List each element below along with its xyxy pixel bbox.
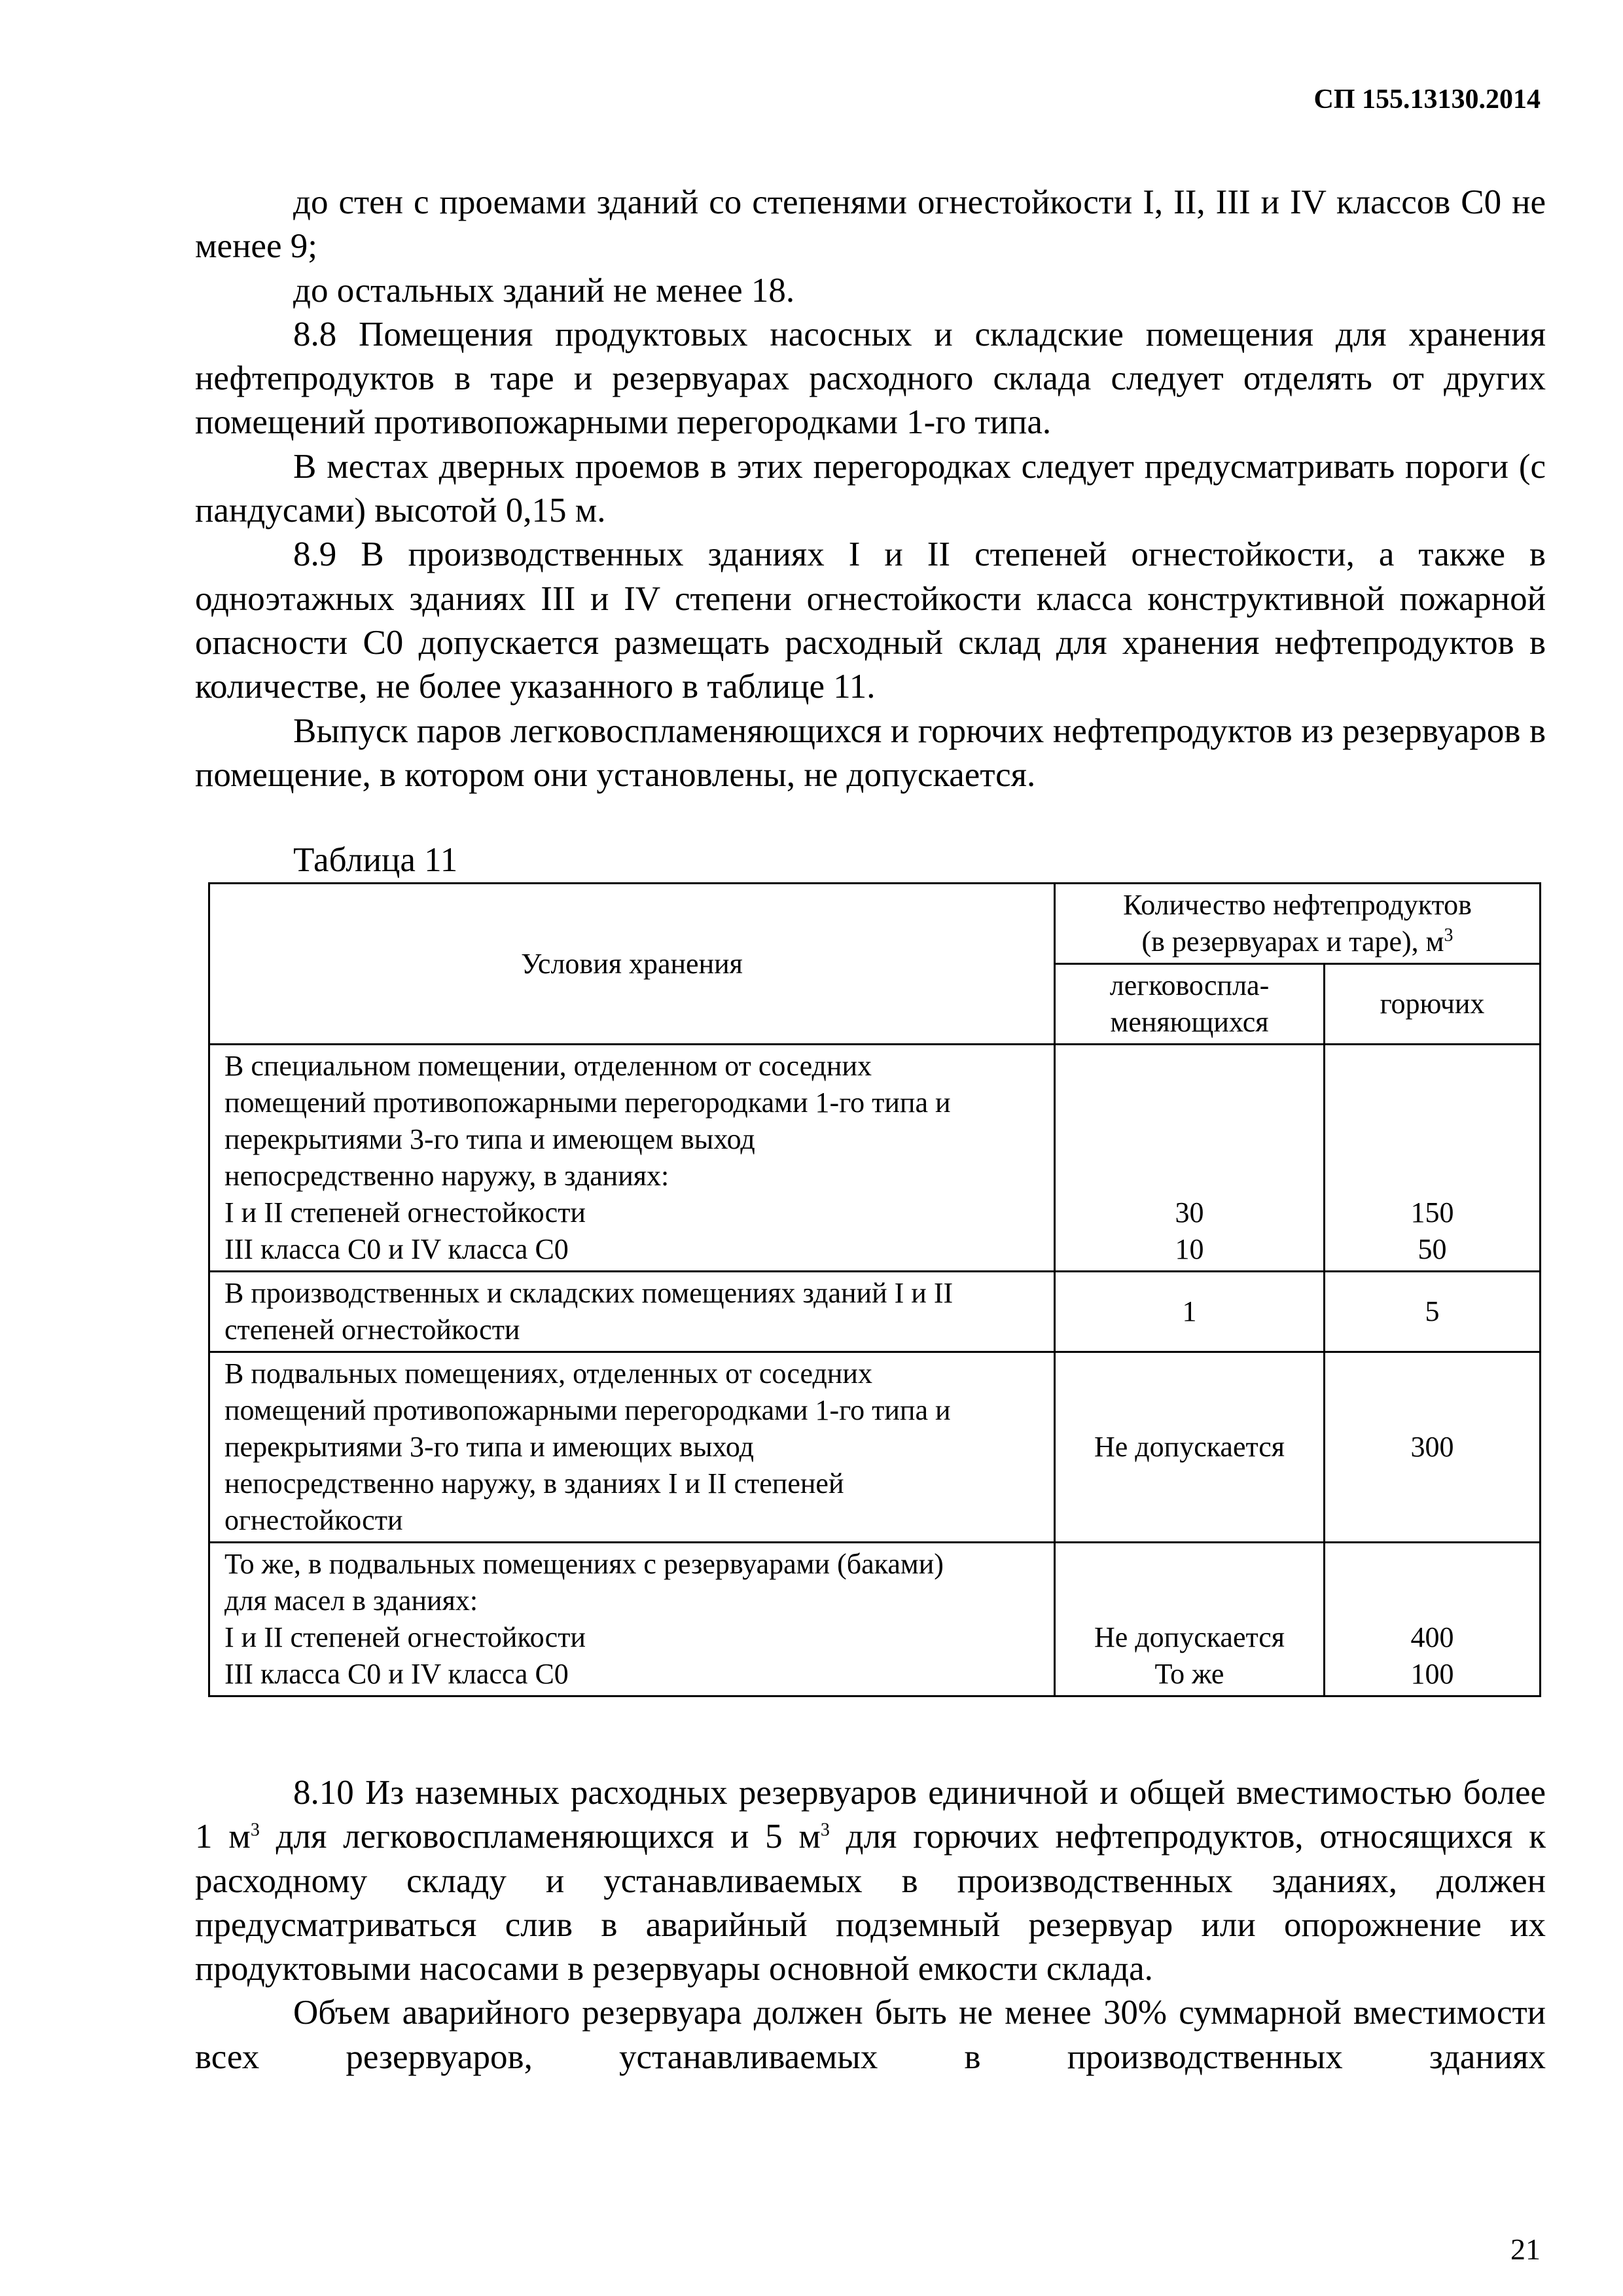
cubic-superscript: 3 (820, 1820, 830, 1840)
value: 50 (1418, 1233, 1447, 1265)
condition-line: помещений противопожарными перегородками 1-го типа и (224, 1086, 951, 1119)
header-combustible: горючих (1325, 964, 1541, 1045)
body-text-top (195, 181, 1546, 797)
value: 10 (1175, 1233, 1204, 1265)
row-flammable-value (1055, 1543, 1325, 1696)
text-run: 8.10 Из наземных расходных резервуаров единичной и общей вместимостью более 1 м (195, 1774, 1546, 1856)
page-number: 21 (1510, 2233, 1541, 2266)
value: 400 (1410, 1621, 1454, 1653)
row-condition (209, 1543, 1055, 1696)
value: 100 (1410, 1658, 1454, 1690)
header-flammable (1055, 964, 1325, 1045)
condition-line: В производственных и складских помещениях зданий I и II (224, 1277, 954, 1309)
condition-line: III класса С0 и IV класса С0 (224, 1658, 569, 1690)
table-row (209, 1352, 1541, 1543)
table-row (209, 1543, 1541, 1696)
paragraph-8-10 (195, 1771, 1546, 1991)
condition-line: огнестойкости (224, 1504, 403, 1536)
condition-line: перекрытиями 3-го типа и имеющих выход (224, 1431, 754, 1463)
header-flammable-line1: легковоспла- (1109, 969, 1270, 1001)
header-flammable-line2: меняющихся (1110, 1006, 1269, 1038)
paragraph: до остальных зданий не менее 18. (293, 271, 795, 310)
paragraph: В местах дверных проемов в этих перегородках следует предусматривать пороги (с пандусами) высотой 0,15 м. (195, 447, 1546, 530)
paragraph: Выпуск паров легковоспламеняющихся и горючих нефтепродуктов из резервуаров в помещение, в котором они установлены, не допускается. (195, 711, 1546, 794)
value: Не допускается (1094, 1621, 1285, 1653)
condition-line: В специальном помещении, отделенном от соседних (224, 1050, 872, 1082)
condition-line: То же, в подвальных помещениях с резервуарами (баками) (224, 1548, 944, 1580)
condition-line: I и II степеней огнестойкости (224, 1621, 586, 1653)
row-combustible-value: 300 (1325, 1352, 1541, 1543)
cubic-superscript: 3 (1444, 925, 1454, 946)
row-flammable-value: Не допускается (1055, 1352, 1325, 1543)
paragraph: Объем аварийного резервуара должен быть не менее 30% суммарной вместимости всех резервуаров, устанавливаемых в производственных зданиях (195, 1994, 1546, 2076)
table-row (209, 1045, 1541, 1272)
condition-line: степеней огнестойкости (224, 1314, 520, 1346)
table-11 (208, 882, 1541, 1697)
table-caption: Таблица 11 (293, 841, 458, 879)
header-quantity-line2: (в резервуарах и таре), м (1141, 925, 1444, 958)
condition-line: перекрытиями 3-го типа и имеющем выход (224, 1123, 755, 1155)
header-quantity-line1: Количество нефтепродуктов (1123, 889, 1472, 921)
row-condition (209, 1352, 1055, 1543)
table-row (209, 1272, 1541, 1352)
paragraph: до стен с проемами зданий со степенями огнестойкости I, II, III и IV классов С0 не менее 9; (195, 183, 1546, 266)
row-combustible-value: 5 (1325, 1272, 1541, 1352)
paragraph-8-9: 8.9 В производственных зданиях I и II степеней огнестойкости, а также в одноэтажных зданиях III и IV степени огнестойкости класса конструктивной пожарной опасности С0 допускается размещать расходный склад для хранения нефтепродуктов в количестве, не более указанного в таблице 11. (195, 535, 1546, 706)
row-combustible-value (1325, 1045, 1541, 1272)
condition-line: помещений противопожарными перегородками 1-го типа и (224, 1394, 951, 1426)
row-condition (209, 1045, 1055, 1272)
row-condition (209, 1272, 1055, 1352)
condition-line: для масел в зданиях: (224, 1585, 478, 1617)
value: 150 (1410, 1196, 1454, 1229)
cubic-superscript: 3 (250, 1820, 260, 1840)
row-flammable-value: 1 (1055, 1272, 1325, 1352)
header-quantity-group (1055, 884, 1541, 964)
condition-line: непосредственно наружу, в зданиях: (224, 1160, 669, 1192)
value: То же (1154, 1658, 1224, 1690)
header-storage-conditions: Условия хранения (209, 884, 1055, 1045)
condition-line: III класса С0 и IV класса С0 (224, 1233, 569, 1265)
table-header-row (209, 884, 1541, 964)
condition-line: непосредственно наружу, в зданиях I и II степеней (224, 1467, 844, 1499)
condition-line: В подвальных помещениях, отделенных от соседних (224, 1357, 872, 1390)
row-flammable-value (1055, 1045, 1325, 1272)
condition-line: I и II степеней огнестойкости (224, 1196, 586, 1229)
document-code-header: СП 155.13130.2014 (1313, 84, 1541, 115)
text-run: для легковоспламеняющихся и 5 м (259, 1818, 821, 1856)
row-combustible-value (1325, 1543, 1541, 1696)
value: 30 (1175, 1196, 1204, 1229)
text-run: для горючих нефтепродуктов, относящихся к расходному складу и устанавливаемых в производственных зданиях, должен предусматриваться слив в аварийный подземный резервуар или опорожнение их продуктовыми насосами в резервуары основной емкости склада. (195, 1818, 1546, 1988)
paragraph-8-8: 8.8 Помещения продуктовых насосных и складские помещения для хранения нефтепродуктов в таре и резервуарах расходного склада следует отделять от других помещений противопожарными перегородками 1-го типа. (195, 315, 1546, 442)
body-text-bottom (195, 1771, 1546, 2079)
